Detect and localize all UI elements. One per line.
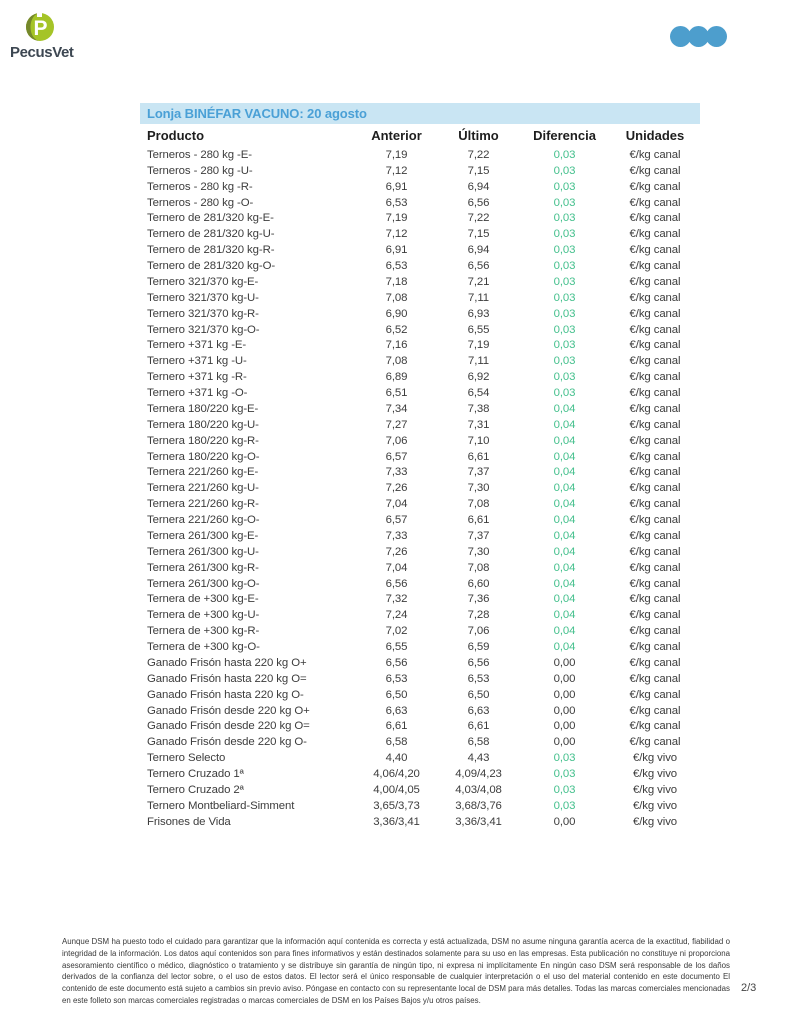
table-row (140, 195, 700, 211)
cell-producto: Ternera 221/260 kg-R- (147, 498, 259, 511)
cell-diferencia: 0,00 (553, 672, 576, 685)
cell-ultimo: 6,56 (467, 656, 490, 669)
cell-producto: Ternero de 281/320 kg-O- (147, 260, 276, 273)
cell-unidades: €/kg canal (629, 482, 681, 495)
cell-diferencia: 0,03 (553, 291, 576, 304)
cell-producto: Ganado Frisón desde 220 kg O- (147, 736, 307, 749)
table-row (140, 798, 700, 814)
cell-ultimo: 7,11 (468, 355, 489, 368)
table-row (140, 607, 700, 623)
cell-ultimo: 3,68/3,76 (455, 799, 502, 812)
cell-unidades: €/kg canal (629, 244, 681, 257)
cell-diferencia: 0,03 (553, 260, 576, 273)
cell-anterior: 7,19 (385, 148, 408, 161)
cell-producto: Ternera 180/220 kg-E- (147, 402, 259, 415)
cell-diferencia: 0,04 (553, 641, 576, 654)
cell-unidades: €/kg canal (629, 720, 681, 733)
table-row (140, 211, 700, 227)
cell-unidades: €/kg vivo (632, 752, 678, 765)
cell-ultimo: 6,54 (467, 387, 490, 400)
cell-producto: Ternera 221/260 kg-O- (147, 514, 260, 527)
dot-icon (706, 26, 727, 47)
cell-anterior: 7,33 (385, 529, 408, 542)
cell-diferencia: 0,03 (553, 275, 576, 288)
cell-producto: Ternera 180/220 kg-U- (147, 418, 259, 431)
cell-anterior: 3,36/3,41 (373, 815, 420, 828)
cell-producto: Ternero +371 kg -R- (147, 371, 247, 384)
cell-unidades: €/kg vivo (632, 768, 678, 781)
cell-anterior: 6,63 (385, 704, 408, 717)
table-row (140, 576, 700, 592)
cell-producto: Ternero 321/370 kg-O- (147, 323, 260, 336)
cell-unidades: €/kg canal (629, 387, 681, 400)
cell-anterior: 7,26 (385, 545, 408, 558)
table-row (140, 639, 700, 655)
table-row (140, 623, 700, 639)
cell-producto: Ganado Frisón hasta 220 kg O+ (147, 656, 307, 669)
cell-anterior: 7,18 (385, 275, 408, 288)
cell-unidades: €/kg canal (629, 275, 681, 288)
cell-unidades: €/kg canal (629, 561, 681, 574)
cell-ultimo: 6,53 (467, 672, 490, 685)
cell-unidades: €/kg canal (629, 307, 681, 320)
cell-ultimo: 3,36/3,41 (455, 815, 502, 828)
cell-producto: Terneros - 280 kg -U- (147, 164, 253, 177)
cell-diferencia: 0,04 (553, 498, 576, 511)
cell-anterior: 6,56 (385, 577, 408, 590)
cell-anterior: 7,26 (385, 482, 408, 495)
table-row (140, 242, 700, 258)
cell-diferencia: 0,04 (553, 609, 576, 622)
cell-unidades: €/kg canal (629, 625, 681, 638)
cell-diferencia: 0,04 (553, 625, 576, 638)
cell-anterior: 7,24 (385, 609, 408, 622)
cell-producto: Ternero 321/370 kg-E- (147, 275, 259, 288)
cell-ultimo: 6,61 (467, 514, 490, 527)
cell-ultimo: 4,03/4,08 (455, 783, 502, 796)
cell-ultimo: 6,94 (467, 180, 490, 193)
cell-unidades: €/kg canal (629, 577, 681, 590)
cell-unidades: €/kg canal (629, 609, 681, 622)
cell-diferencia: 0,00 (553, 815, 576, 828)
cell-ultimo: 6,50 (467, 688, 490, 701)
table-row (140, 290, 700, 306)
cell-ultimo: 7,19 (467, 339, 490, 352)
cell-diferencia: 0,00 (553, 720, 576, 733)
cell-diferencia: 0,03 (553, 768, 576, 781)
cell-unidades: €/kg canal (629, 402, 681, 415)
table-row (140, 338, 700, 354)
cell-anterior: 7,04 (385, 498, 408, 511)
cell-ultimo: 6,59 (467, 641, 490, 654)
cell-unidades: €/kg canal (629, 291, 681, 304)
cell-ultimo: 6,56 (467, 260, 490, 273)
cell-unidades: €/kg canal (629, 434, 681, 447)
cell-anterior: 6,55 (385, 641, 408, 654)
cell-producto: Frisones de Vida (147, 815, 231, 828)
cell-producto: Ternero +371 kg -U- (147, 355, 247, 368)
table-row (140, 401, 700, 417)
cell-producto: Ternero +371 kg -O- (147, 387, 248, 400)
table-row (140, 179, 700, 195)
cell-diferencia: 0,04 (553, 529, 576, 542)
cell-producto: Ganado Frisón hasta 220 kg O= (147, 672, 307, 685)
cell-diferencia: 0,00 (553, 688, 576, 701)
cell-producto: Ternero de 281/320 kg-R- (147, 244, 275, 257)
table-row (140, 655, 700, 671)
cell-anterior: 6,52 (385, 323, 408, 336)
cell-unidades: €/kg canal (629, 148, 681, 161)
cell-ultimo: 7,37 (467, 466, 490, 479)
cell-diferencia: 0,03 (553, 339, 576, 352)
price-table-section (140, 103, 700, 830)
cell-anterior: 6,89 (385, 371, 408, 384)
cell-unidades: €/kg canal (629, 418, 681, 431)
cell-diferencia: 0,00 (553, 736, 576, 749)
cell-anterior: 7,27 (385, 418, 408, 431)
cell-producto: Ternera de +300 kg-R- (147, 625, 260, 638)
svg-text:P: P (33, 17, 48, 40)
cell-producto: Ganado Frisón hasta 220 kg O- (147, 688, 304, 701)
cell-unidades: €/kg vivo (632, 815, 678, 828)
cell-producto: Ternero Cruzado 1ª (147, 768, 244, 781)
table-row (140, 592, 700, 608)
cell-ultimo: 4,43 (467, 752, 490, 765)
column-header-diferencia: Diferencia (533, 128, 596, 143)
cell-anterior: 7,12 (385, 228, 408, 241)
cell-anterior: 6,91 (385, 180, 408, 193)
header-dots-icon (670, 26, 727, 47)
cell-unidades: €/kg canal (629, 498, 681, 511)
cell-ultimo: 7,22 (467, 212, 490, 225)
cell-ultimo: 6,92 (467, 371, 490, 384)
table-row (140, 322, 700, 338)
cell-producto: Ternero 321/370 kg-U- (147, 291, 259, 304)
cell-diferencia: 0,03 (553, 164, 576, 177)
cell-anterior: 4,06/4,20 (373, 768, 420, 781)
cell-ultimo: 7,38 (467, 402, 490, 415)
cell-ultimo: 6,61 (467, 720, 490, 733)
cell-ultimo: 6,56 (467, 196, 490, 209)
cell-anterior: 6,91 (385, 244, 408, 257)
cell-unidades: €/kg canal (629, 212, 681, 225)
table-row (140, 274, 700, 290)
cell-diferencia: 0,04 (553, 514, 576, 527)
table-row (140, 258, 700, 274)
cell-producto: Ternera 261/300 kg-U- (147, 545, 259, 558)
cell-anterior: 4,40 (385, 752, 408, 765)
cell-diferencia: 0,03 (553, 323, 576, 336)
cell-unidades: €/kg canal (629, 228, 681, 241)
page-number: 2/3 (741, 982, 757, 994)
cell-ultimo: 6,94 (467, 244, 490, 257)
cell-ultimo: 7,10 (467, 434, 490, 447)
cell-producto: Ternera 261/300 kg-O- (147, 577, 260, 590)
cell-ultimo: 7,06 (467, 625, 490, 638)
cell-diferencia: 0,00 (553, 656, 576, 669)
cell-diferencia: 0,03 (553, 228, 576, 241)
cell-ultimo: 7,21 (467, 275, 490, 288)
table-row (140, 734, 700, 750)
cell-anterior: 7,04 (385, 561, 408, 574)
table-row (140, 560, 700, 576)
table-row (140, 385, 700, 401)
cell-anterior: 3,65/3,73 (373, 799, 420, 812)
table-row (140, 544, 700, 560)
cell-anterior: 7,08 (385, 355, 408, 368)
cell-diferencia: 0,04 (553, 450, 576, 463)
cell-anterior: 6,57 (385, 514, 408, 527)
cell-ultimo: 6,58 (467, 736, 490, 749)
cell-unidades: €/kg canal (629, 593, 681, 606)
cell-producto: Ternera 221/260 kg-U- (147, 482, 259, 495)
price-table (140, 124, 700, 830)
table-row (140, 671, 700, 687)
cell-producto: Ternero de 281/320 kg-U- (147, 228, 275, 241)
cell-ultimo: 7,28 (467, 609, 490, 622)
cell-diferencia: 0,03 (553, 307, 576, 320)
cell-ultimo: 7,08 (467, 561, 490, 574)
column-header-unidades: Unidades (625, 128, 685, 143)
cell-unidades: €/kg canal (629, 704, 681, 717)
table-row (140, 512, 700, 528)
table-row (140, 703, 700, 719)
table-row (140, 417, 700, 433)
table-title: Lonja BINÉFAR VACUNO: 20 agosto (140, 103, 700, 124)
cell-diferencia: 0,03 (553, 196, 576, 209)
cell-unidades: €/kg vivo (632, 799, 678, 812)
cell-diferencia: 0,04 (553, 593, 576, 606)
cell-producto: Ternera 180/220 kg-R- (147, 434, 259, 447)
cell-producto: Ternera 221/260 kg-E- (147, 466, 259, 479)
column-header-producto: Producto (147, 128, 205, 143)
cell-unidades: €/kg canal (629, 641, 681, 654)
table-row (140, 496, 700, 512)
cell-diferencia: 0,03 (553, 387, 576, 400)
cell-unidades: €/kg canal (629, 323, 681, 336)
cell-producto: Ternera de +300 kg-U- (147, 609, 260, 622)
cell-unidades: €/kg canal (629, 450, 681, 463)
cell-producto: Ternera 180/220 kg-O- (147, 450, 260, 463)
cell-anterior: 7,34 (385, 402, 408, 415)
cell-diferencia: 0,03 (553, 244, 576, 257)
cell-ultimo: 7,15 (467, 228, 490, 241)
cell-anterior: 6,61 (385, 720, 408, 733)
cell-unidades: €/kg canal (629, 736, 681, 749)
cell-ultimo: 7,36 (467, 593, 490, 606)
cell-ultimo: 6,93 (467, 307, 490, 320)
cell-diferencia: 0,04 (553, 577, 576, 590)
cell-ultimo: 7,31 (467, 418, 490, 431)
table-row (140, 226, 700, 242)
cell-unidades: €/kg canal (629, 672, 681, 685)
cell-diferencia: 0,04 (553, 402, 576, 415)
cell-producto: Ternera 261/300 kg-E- (147, 529, 259, 542)
table-row (140, 306, 700, 322)
cell-anterior: 6,50 (385, 688, 408, 701)
cell-unidades: €/kg canal (629, 656, 681, 669)
cell-producto: Ternero Cruzado 2ª (147, 783, 244, 796)
cell-producto: Ternera de +300 kg-E- (147, 593, 259, 606)
pecusvet-logo-icon (25, 12, 55, 42)
cell-diferencia: 0,04 (553, 482, 576, 495)
cell-diferencia: 0,00 (553, 704, 576, 717)
cell-producto: Terneros - 280 kg -O- (147, 196, 254, 209)
table-row (140, 782, 700, 798)
cell-producto: Ganado Frisón desde 220 kg O= (147, 720, 310, 733)
cell-ultimo: 6,60 (467, 577, 490, 590)
cell-unidades: €/kg canal (629, 545, 681, 558)
table-row (140, 814, 700, 830)
price-table-body (140, 147, 700, 830)
table-row (140, 369, 700, 385)
logo-wordmark: PecusVet (10, 44, 74, 61)
cell-anterior: 7,33 (385, 466, 408, 479)
cell-producto: Terneros - 280 kg -E- (147, 148, 252, 161)
column-header-anterior: Anterior (371, 128, 422, 143)
cell-ultimo: 7,30 (467, 482, 490, 495)
cell-anterior: 7,19 (385, 212, 408, 225)
cell-producto: Ternero Selecto (147, 752, 226, 765)
cell-anterior: 7,02 (385, 625, 408, 638)
cell-anterior: 6,57 (385, 450, 408, 463)
column-header-ultimo: Último (458, 128, 499, 143)
cell-unidades: €/kg canal (629, 260, 681, 273)
cell-unidades: €/kg canal (629, 514, 681, 527)
cell-unidades: €/kg canal (629, 164, 681, 177)
cell-diferencia: 0,04 (553, 434, 576, 447)
cell-anterior: 7,08 (385, 291, 408, 304)
cell-anterior: 7,06 (385, 434, 408, 447)
cell-unidades: €/kg canal (629, 466, 681, 479)
cell-anterior: 6,53 (385, 672, 408, 685)
cell-ultimo: 6,63 (467, 704, 490, 717)
cell-producto: Ternero de 281/320 kg-E- (147, 212, 274, 225)
table-row (140, 163, 700, 179)
cell-diferencia: 0,03 (553, 212, 576, 225)
table-row (140, 480, 700, 496)
cell-anterior: 7,32 (385, 593, 408, 606)
table-row (140, 465, 700, 481)
cell-diferencia: 0,03 (553, 180, 576, 193)
table-row (140, 147, 700, 163)
disclaimer-text: Aunque DSM ha puesto todo el cuidado para garantizar que la información aquí contenida es correcta y está actualizada, DSM no asume ninguna garantía acerca de la exactitud, fiabilidad o integridad de la información. Los datos aquí contenidos son para fines informativos y están destinados solamente para su uso en las empresas. Esta publicación no constituye ni proporciona asesoramiento científico o médico, diagnóstico o tratamiento y se distribuye sin garantía de ningún tipo, ni expresa ni implícitamente En ningún caso DSM será responsable de los daños derivados de la confianza del lector sobre, o el uso de estos datos. El lector será el único responsable de cualquier interpretación o el uso del material contenido en este documento El contenido de este documento está sujeto a cambios sin previo aviso. Póngase en contacto con su representante local de DSM para más detalles. Todas las marcas comerciales mencionadas en este folleto son marcas comerciales registradas o marcas comerciales de DSM en los Países Bajos y/u otros países. (62, 937, 730, 1005)
table-row (140, 687, 700, 703)
cell-anterior: 4,00/4,05 (373, 783, 420, 796)
pecusvet-logo (10, 12, 74, 61)
table-row (140, 766, 700, 782)
cell-diferencia: 0,03 (553, 355, 576, 368)
cell-unidades: €/kg canal (629, 688, 681, 701)
cell-diferencia: 0,03 (553, 752, 576, 765)
cell-producto: Terneros - 280 kg -R- (147, 180, 253, 193)
cell-diferencia: 0,04 (553, 561, 576, 574)
cell-ultimo: 7,37 (467, 529, 490, 542)
table-row (140, 449, 700, 465)
cell-producto: Ternero Montbeliard-Simment (147, 799, 295, 812)
table-row (140, 433, 700, 449)
cell-unidades: €/kg canal (629, 339, 681, 352)
cell-unidades: €/kg canal (629, 529, 681, 542)
cell-ultimo: 6,61 (467, 450, 490, 463)
cell-unidades: €/kg vivo (632, 783, 678, 796)
cell-ultimo: 7,22 (467, 148, 490, 161)
cell-anterior: 6,90 (385, 307, 408, 320)
cell-anterior: 6,51 (385, 387, 408, 400)
table-row (140, 528, 700, 544)
cell-ultimo: 4,09/4,23 (455, 768, 502, 781)
cell-diferencia: 0,04 (553, 466, 576, 479)
table-row (140, 353, 700, 369)
cell-diferencia: 0,03 (553, 148, 576, 161)
table-row (140, 719, 700, 735)
cell-anterior: 7,16 (385, 339, 408, 352)
cell-diferencia: 0,03 (553, 799, 576, 812)
cell-diferencia: 0,03 (553, 783, 576, 796)
cell-ultimo: 7,08 (467, 498, 490, 511)
cell-ultimo: 7,30 (467, 545, 490, 558)
table-row (140, 750, 700, 766)
cell-producto: Ganado Frisón desde 220 kg O+ (147, 704, 310, 717)
cell-diferencia: 0,04 (553, 545, 576, 558)
cell-anterior: 6,53 (385, 196, 408, 209)
cell-diferencia: 0,04 (553, 418, 576, 431)
cell-unidades: €/kg canal (629, 180, 681, 193)
table-header-row (140, 124, 700, 147)
cell-unidades: €/kg canal (629, 355, 681, 368)
cell-anterior: 6,58 (385, 736, 408, 749)
cell-producto: Ternero +371 kg -E- (147, 339, 247, 352)
cell-producto: Ternera de +300 kg-O- (147, 641, 260, 654)
cell-ultimo: 7,11 (468, 291, 489, 304)
cell-unidades: €/kg canal (629, 196, 681, 209)
cell-unidades: €/kg canal (629, 371, 681, 384)
cell-anterior: 6,53 (385, 260, 408, 273)
cell-ultimo: 6,55 (467, 323, 490, 336)
cell-anterior: 6,56 (385, 656, 408, 669)
cell-ultimo: 7,15 (467, 164, 490, 177)
cell-producto: Ternera 261/300 kg-R- (147, 561, 259, 574)
cell-anterior: 7,12 (385, 164, 408, 177)
cell-diferencia: 0,03 (553, 371, 576, 384)
cell-producto: Ternero 321/370 kg-R- (147, 307, 259, 320)
